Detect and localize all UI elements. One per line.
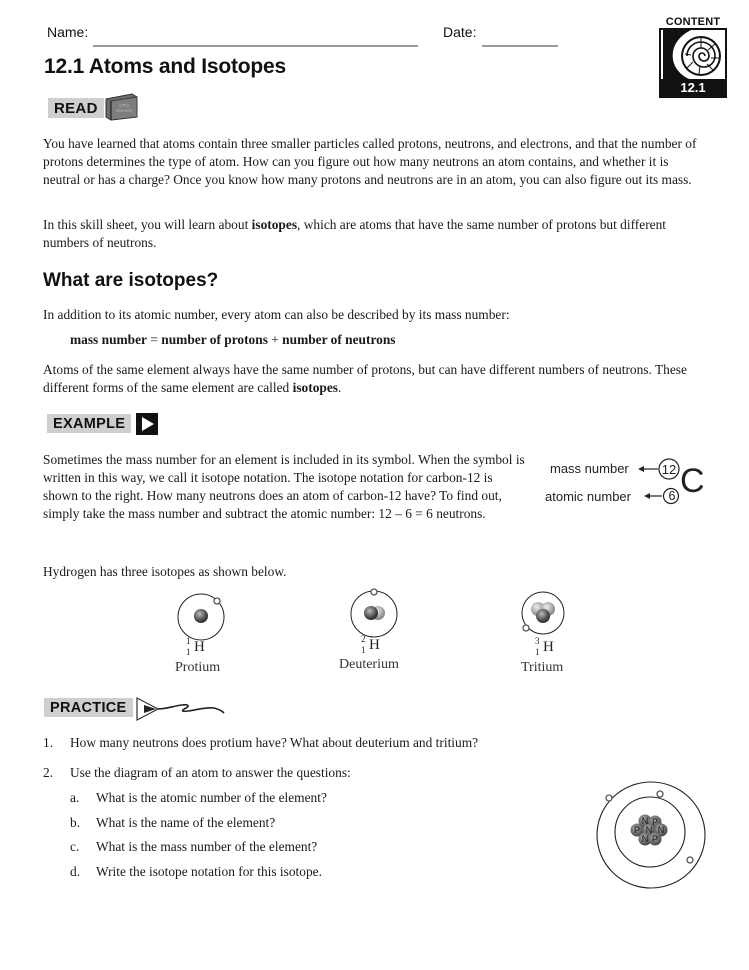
- page-title: 12.1 Atoms and Isotopes: [44, 55, 287, 78]
- svg-text:P: P: [651, 834, 659, 844]
- tritium-atom-icon: [516, 590, 566, 640]
- book-icon: [104, 93, 140, 121]
- subquestion-d-text: Write the isotope notation for this isotope.: [96, 864, 322, 879]
- content-section-number: 12.1: [661, 79, 725, 96]
- question-1-text: How many neutrons does protium have? What about deuterium and tritium?: [70, 735, 479, 750]
- read-badge: READ: [48, 98, 104, 118]
- deuterium-label: Deuterium: [339, 657, 399, 672]
- atom-diagram-icon: [594, 780, 710, 892]
- subquestion-b-letter: b.: [70, 815, 81, 830]
- pencil-arrow-icon: [136, 696, 228, 722]
- tritium-symbol: 3 1 H: [535, 636, 554, 657]
- play-arrow-icon: [136, 413, 158, 435]
- atomic-number-label: atomic number: [545, 489, 631, 504]
- mass-number-value: 12: [661, 462, 677, 477]
- deuterium-symbol: 2 1 H: [361, 634, 380, 655]
- intro-paragraph-2: In this skill sheet, you will learn about isotopes, which are atoms that have the same number of protons but different numbers of neutrons.: [43, 217, 667, 250]
- svg-text:P: P: [633, 825, 641, 835]
- subquestion-c-letter: c.: [70, 839, 80, 854]
- protium-atom-icon: [176, 592, 226, 642]
- example-paragraph: Sometimes the mass number for an element is included in its symbol. When the symbol is written in this way, we call it isotope notation. The isotope notation for carbon-12 is shown to the right. How many neutrons does an atom of carbon-12 have? To find out, simply take the mass number and subtract the atomic number: 12 – 6 = 6 neutrons.: [43, 452, 525, 521]
- protium-label: Protium: [175, 660, 221, 675]
- question-1-number: 1.: [43, 735, 54, 750]
- content-label: CONTENT: [665, 16, 721, 28]
- content-image: [659, 28, 727, 98]
- hydrogen-intro: Hydrogen has three isotopes as shown below.: [43, 564, 287, 579]
- svg-text:CPO: CPO: [119, 103, 129, 108]
- isotopes-paragraph-1: In addition to its atomic number, every atom can also be described by its mass number:: [43, 307, 510, 322]
- subquestion-d-letter: d.: [70, 864, 81, 879]
- deuterium-atom-icon: [349, 588, 399, 638]
- svg-text:Science: Science: [115, 108, 133, 113]
- content-badge: [659, 16, 727, 98]
- subquestion-a-letter: a.: [70, 790, 80, 805]
- atomic-number-value: 6: [668, 489, 676, 503]
- example-badge: EXAMPLE: [47, 414, 131, 433]
- svg-text:P: P: [651, 817, 659, 827]
- subquestion-a-text: What is the atomic number of the element?: [96, 790, 327, 805]
- mass-number-label: mass number: [550, 461, 629, 476]
- svg-text:N: N: [657, 825, 665, 835]
- protium-symbol: 1 1 H: [186, 636, 205, 657]
- svg-text:N: N: [641, 816, 649, 826]
- nautilus-shell-icon: [661, 30, 725, 82]
- section-heading-isotopes: What are isotopes?: [43, 270, 219, 291]
- tritium-label: Tritium: [521, 660, 564, 675]
- date-field[interactable]: [482, 45, 558, 47]
- intro-paragraph-1: You have learned that atoms contain three smaller particles called protons, neutrons, and electrons, and that the number of protons determines the type of atom. How can you figure out how many neutrons an atom contains, and whether it is neutral or has a charge? Once you know how many protons and neutrons are in an atom, you can also figure out its mass.: [43, 136, 697, 187]
- subquestion-b-text: What is the name of the element?: [96, 815, 276, 830]
- date-label: Date:: [443, 24, 477, 40]
- term-isotopes: isotopes: [251, 217, 298, 232]
- mass-number-formula: mass number = number of protons + number of neutrons: [70, 332, 396, 347]
- question-2-number: 2.: [43, 765, 54, 780]
- name-label: Name:: [47, 24, 89, 40]
- isotopes-paragraph-2: Atoms of the same element always have the same number of protons, but can have different numbers of neutrons. These different forms of the same element are called isotopes.: [43, 362, 687, 395]
- name-field[interactable]: [93, 45, 418, 47]
- svg-text:N: N: [645, 825, 653, 835]
- question-2-text: Use the diagram of an atom to answer the questions:: [70, 765, 351, 780]
- subquestion-c-text: What is the mass number of the element?: [96, 839, 318, 854]
- practice-badge: PRACTICE: [44, 698, 133, 717]
- svg-text:N: N: [641, 834, 649, 844]
- element-symbol: C: [680, 462, 705, 500]
